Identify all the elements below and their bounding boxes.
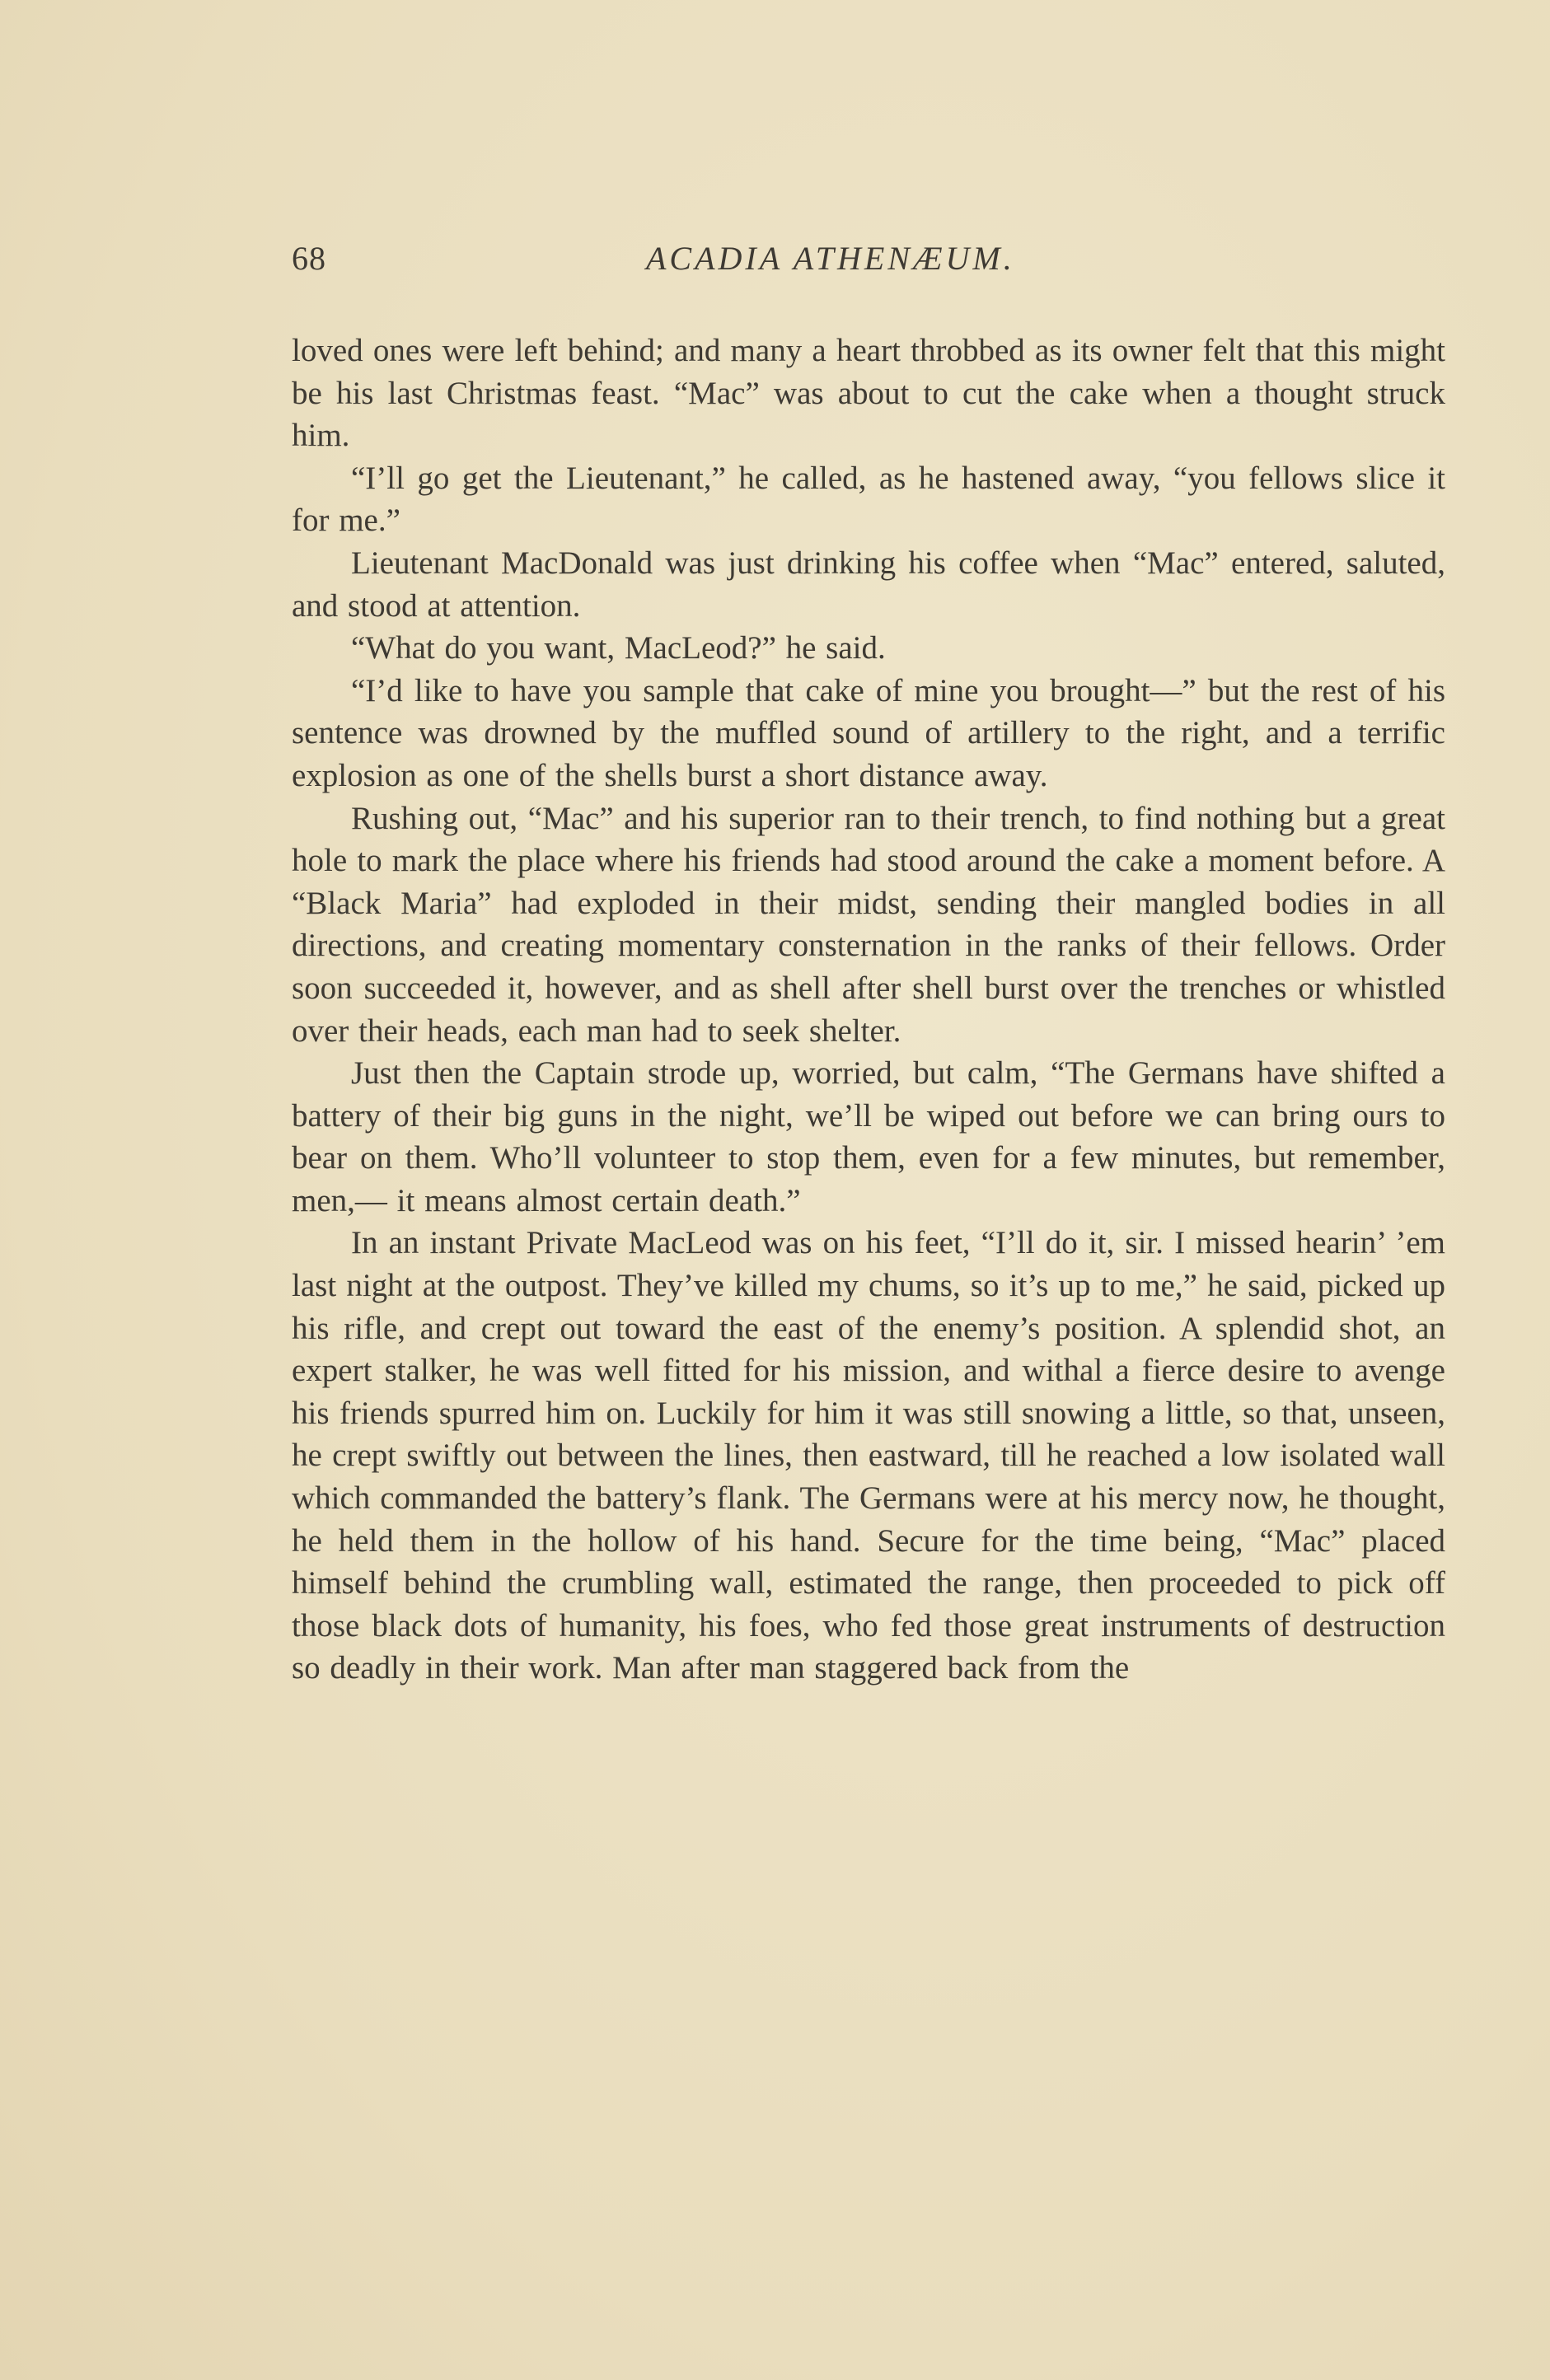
paragraph: “What do you want, MacLeod?” he said. (351, 630, 886, 666)
paragraph: Rushing out, “Mac” and his superior ran to their trench, to find nothing but a great hole to mark the place where his friends had stood around the cake a moment before. A “Black Maria” had exploded in their midst, sending their mangled bodies in all directions, and creating momentary consternation in the ranks of their fellows. Order soon succeeded it, however, and as shell after shell burst over the trenches or whistled over their heads, each man had to seek shelter. (292, 800, 1445, 1049)
paragraph: Lieutenant MacDonald was just drinking his coffee when “Mac” entered, saluted, and stood at attention. (292, 545, 1445, 624)
paragraph: “I’ll go get the Lieutenant,” he called, as he hastened away, “you fellows slice it for me.” (292, 460, 1445, 539)
paragraph: Just then the Captain strode up, worried, but calm, “The Germans have shifted a battery of their big guns in the night, we’ll be wiped out before we can bring ours to bear on them. Who’ll volunteer to stop them, even for a few minutes, but remember, men,— it means almost certain death.” (292, 1055, 1445, 1218)
journal-title: ACADIA ATHENÆUM. (646, 240, 1015, 277)
paragraph: “I’d like to have you sample that cake of mine you brought—” but the rest of his sentence was drowned by the muffled sound of artillery to the right, and a terrific explosion as one of the shells burst a short distance away. (292, 672, 1445, 793)
page-number: 68 (292, 240, 326, 277)
paragraph: In an instant Private MacLeod was on his feet, “I’ll do it, sir. I missed hearin’ ’em last night at the outpost. They’ve killed my chums, so it’s up to me,” he said, picked up his rifle, and crept out toward the east of the enemy’s position. A splendid shot, an expert stalker, he was well fitted for his mission, and withal a fierce desire to avenge his friends spurred him on. Luckily for him it was still snowing a little, so that, unseen, he crept swiftly out between the lines, then eastward, till he reached a low isolated wall which commanded the battery’s flank. The Germans were at his mercy now, he thought, he held them in the hollow of his hand. Secure for the time being, “Mac” placed himself behind the crumbling wall, estimated the range, then proceeded to pick off those black dots of humanity, his foes, who fed those great instruments of destruction so deadly in their work. Man after man staggered back from the (292, 1225, 1445, 1686)
paragraph: loved ones were left behind; and many a heart throbbed as its owner felt that this might be his last Christmas feast. “Mac” was about to cut the cake when a thought struck him. (292, 333, 1445, 454)
body-text (292, 330, 1445, 1690)
page (292, 239, 1445, 1690)
running-head (292, 239, 1445, 288)
